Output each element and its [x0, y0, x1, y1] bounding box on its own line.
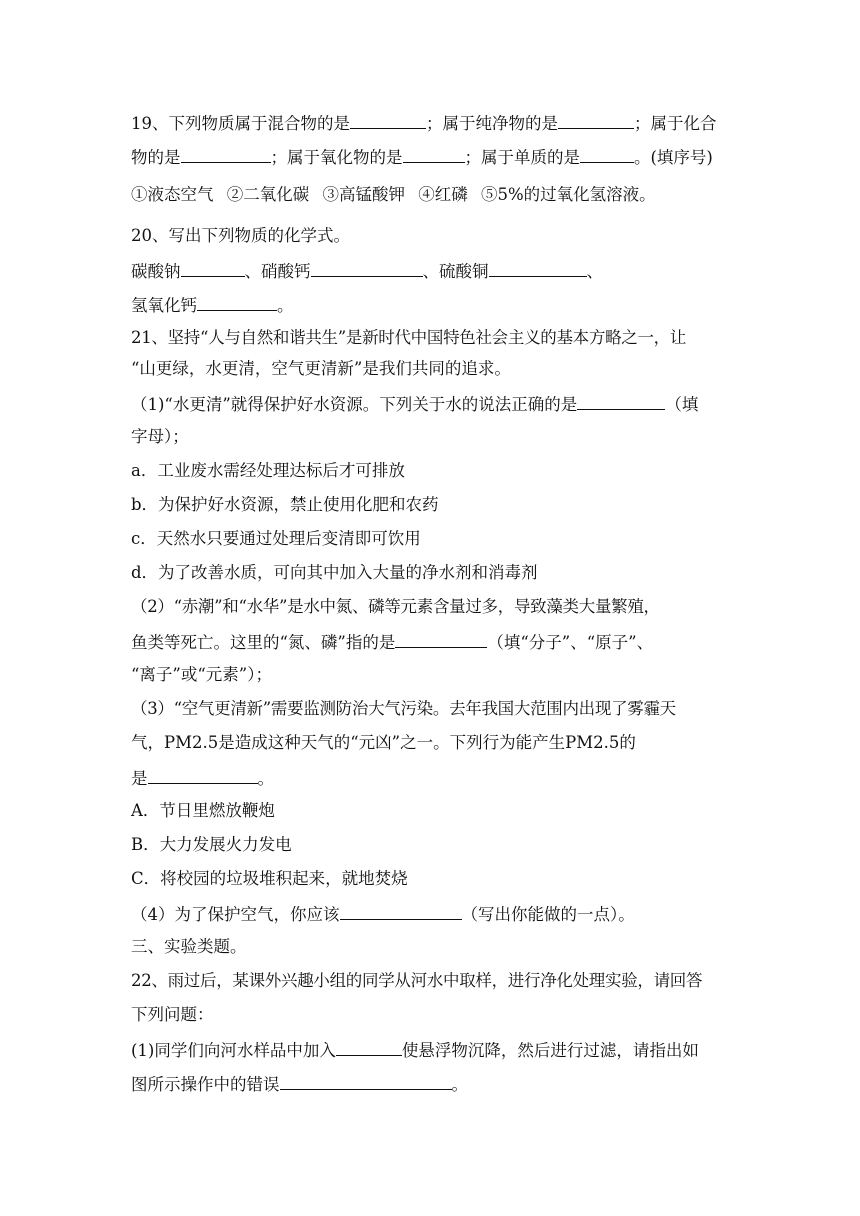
- q21-option-A: A．节日里燃放鞭炮: [131, 801, 275, 820]
- q21-part1-line-1: （1)“水更清”就得保护好水资源。下列关于水的说法正确的是 （填: [131, 395, 699, 414]
- q21-option-C: C．将校园的垃圾堆积起来，就地焚烧: [131, 869, 408, 888]
- q19-line-2: 物的是 ；属于氧化物的是 ；属于单质的是 。(填序号): [131, 148, 713, 167]
- answer-blank[interactable]: [197, 294, 277, 311]
- answer-blank[interactable]: [181, 260, 245, 277]
- q21-option-b: b．为保护好水资源，禁止使用化肥和农药: [131, 495, 439, 514]
- q21-part2-line-2: 鱼类等死亡。这里的“氮、磷”指的是 （填“分子”、“原子”、: [131, 633, 654, 652]
- q21-part2-line-1: （2）“赤潮”和“水华”是水中氮、磷等元素含量过多，导致藻类大量繁殖，: [131, 597, 660, 616]
- q21-part3-line-3: 是 。: [131, 769, 274, 788]
- answer-blank[interactable]: [580, 146, 634, 163]
- q22-line-2: 下列问题：: [131, 1005, 214, 1024]
- answer-blank[interactable]: [311, 260, 423, 277]
- q20-line-1: 碳酸钠 、硝酸钙 、硫酸铜 、: [131, 262, 603, 281]
- q20-line-2: 氢氧化钙 。: [131, 296, 294, 315]
- answer-blank[interactable]: [403, 146, 465, 163]
- q21-part3-line-2: 气，PM2.5是造成这种天气的“元凶”之一。下列行为能产生PM2.5的: [131, 733, 636, 752]
- q21-part4: （4）为了保护空气，你应该 （写出你能做的一点）。: [131, 905, 635, 924]
- q22-line-3: (1)同学们向河水样品中加入 使悬浮物沉降，然后进行过滤，请指出如: [131, 1041, 699, 1060]
- answer-blank[interactable]: [489, 260, 587, 277]
- answer-blank[interactable]: [340, 903, 462, 920]
- answer-blank[interactable]: [395, 631, 487, 648]
- q21-line-1: 21、坚持“人与自然和谐共生”是新时代中国特色社会主义的基本方略之一，让: [131, 328, 687, 347]
- answer-blank[interactable]: [577, 393, 665, 410]
- q20-stem: 20、写出下列物质的化学式。: [131, 226, 350, 245]
- q22-line-1: 22、雨过后，某课外兴趣小组的同学从河水中取样，进行净化处理实验，请回答: [131, 971, 703, 990]
- answer-blank[interactable]: [280, 1073, 452, 1090]
- q21-option-d: d．为了改善水质，可向其中加入大量的净水剂和消毒剂: [131, 563, 538, 582]
- answer-blank[interactable]: [350, 112, 426, 129]
- q21-part1-line-2: 字母）；: [131, 427, 189, 446]
- answer-blank[interactable]: [336, 1039, 402, 1056]
- q22-line-4: 图所示操作中的错误 。: [131, 1075, 468, 1094]
- answer-blank[interactable]: [148, 767, 258, 784]
- q21-option-a: a．工业废水需经处理达标后才可排放: [131, 461, 405, 480]
- answer-blank[interactable]: [181, 146, 271, 163]
- answer-blank[interactable]: [558, 112, 634, 129]
- q21-option-B: B．大力发展火力发电: [131, 835, 292, 854]
- q21-part2-line-3: “离子”或“元素”）；: [131, 665, 272, 684]
- q19-options: ①液态空气 ②二氧化碳 ③高锰酸钾 ④红磷 ⑤5%的过氧化氢溶液。: [131, 185, 656, 204]
- section-heading: 三、实验类题。: [131, 937, 247, 956]
- q21-part3-line-1: （3）“空气更清新”需要监测防治大气污染。去年我国大范围内出现了雾霾天: [131, 699, 676, 718]
- q19-line-1: 19、下列物质属于混合物的是 ；属于纯净物的是 ；属于化合: [131, 114, 717, 133]
- q21-line-2: “山更绿，水更清，空气更清新”是我们共同的追求。: [131, 359, 511, 378]
- q21-option-c: c．天然水只要通过处理后变清即可饮用: [131, 529, 421, 548]
